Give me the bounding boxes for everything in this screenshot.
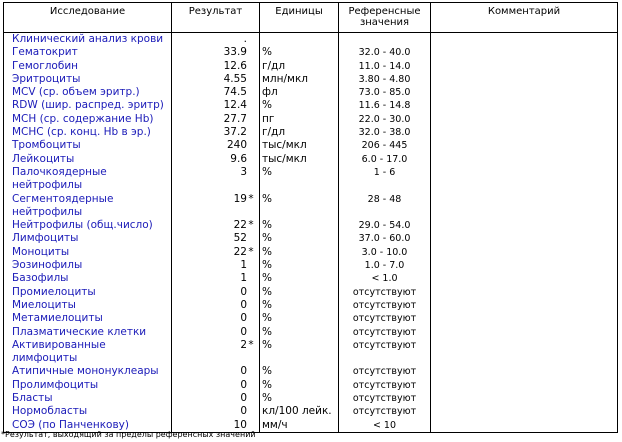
table-row — [4, 166, 618, 193]
table-row — [4, 312, 618, 325]
result-value: 22 — [233, 219, 247, 232]
reference-cell: 1 - 6 — [339, 166, 431, 193]
comment-cell — [431, 166, 618, 193]
comment-cell — [431, 232, 618, 245]
result-value: 0 — [240, 312, 247, 325]
test-name: Пролимфоциты — [4, 379, 172, 392]
result-value: 2 — [240, 338, 247, 351]
test-name: MCHC (ср. конц. Hb в эр.) — [4, 126, 172, 139]
reference-cell: отсутствуют — [339, 365, 431, 378]
unit-cell — [260, 33, 339, 47]
table-row — [4, 86, 618, 99]
result-cell — [172, 86, 260, 99]
comment-cell — [431, 153, 618, 166]
unit-cell: % — [260, 392, 339, 405]
comment-cell — [431, 312, 618, 325]
reference-cell — [339, 33, 431, 47]
table-row — [4, 379, 618, 392]
comment-cell — [431, 365, 618, 378]
table-row — [4, 193, 618, 220]
comment-cell — [431, 379, 618, 392]
result-cell — [172, 339, 260, 366]
result-cell — [172, 299, 260, 312]
reference-cell: отсутствуют — [339, 339, 431, 366]
unit-cell: г/дл — [260, 126, 339, 139]
result-value: 0 — [240, 298, 247, 311]
result-cell — [172, 153, 260, 166]
comment-cell — [431, 419, 618, 433]
reference-cell: 6.0 - 17.0 — [339, 153, 431, 166]
result-cell — [172, 46, 260, 59]
table-row — [4, 326, 618, 339]
unit-cell: % — [260, 193, 339, 220]
result-cell — [172, 73, 260, 86]
comment-cell — [431, 46, 618, 59]
result-value: 0 — [240, 392, 247, 405]
test-name: Сегментоядерные нейтрофилы — [4, 193, 172, 220]
unit-cell: тыс/мкл — [260, 153, 339, 166]
header-result: Результат — [172, 3, 260, 33]
test-name: Бласты — [4, 392, 172, 405]
unit-cell: % — [260, 219, 339, 232]
test-name: Активированные лимфоциты — [4, 339, 172, 366]
unit-cell: % — [260, 312, 339, 325]
comment-cell — [431, 272, 618, 285]
table-row — [4, 259, 618, 272]
result-value: 74.5 — [223, 86, 247, 99]
unit-cell: % — [260, 99, 339, 112]
test-name: Гематокрит — [4, 46, 172, 59]
result-value: 240 — [226, 139, 247, 152]
result-cell — [172, 259, 260, 272]
table-row — [4, 246, 618, 259]
comment-cell — [431, 299, 618, 312]
out-of-range-flag: * — [248, 245, 254, 258]
result-value: 0 — [240, 285, 247, 298]
test-name: Лимфоциты — [4, 232, 172, 245]
header-comment: Комментарий — [431, 3, 618, 33]
result-cell — [172, 379, 260, 392]
test-name: Тромбоциты — [4, 139, 172, 152]
unit-cell: тыс/мкл — [260, 139, 339, 152]
result-value: 4.55 — [223, 72, 247, 85]
reference-cell: 3.0 - 10.0 — [339, 246, 431, 259]
result-value: 10 — [233, 418, 247, 431]
table-row — [4, 219, 618, 232]
test-name: Лейкоциты — [4, 153, 172, 166]
test-name: MCH (ср. содержание Hb) — [4, 113, 172, 126]
out-of-range-flag: * — [248, 192, 254, 205]
comment-cell — [431, 392, 618, 405]
result-value: . — [243, 33, 247, 45]
comment-cell — [431, 86, 618, 99]
test-name: Гемоглобин — [4, 60, 172, 73]
table-row — [4, 286, 618, 299]
result-value: 12.4 — [223, 99, 247, 112]
table-row — [4, 33, 618, 47]
result-value: 0 — [240, 365, 247, 378]
unit-cell: мм/ч — [260, 419, 339, 433]
unit-cell: пг — [260, 113, 339, 126]
test-name: Промиелоциты — [4, 286, 172, 299]
test-name: Базофилы — [4, 272, 172, 285]
reference-cell: 37.0 - 60.0 — [339, 232, 431, 245]
header-test: Исследование — [4, 3, 172, 33]
unit-cell: фл — [260, 86, 339, 99]
result-value: 12.6 — [223, 59, 247, 72]
table-header-row — [4, 3, 618, 33]
reference-cell: отсутствуют — [339, 286, 431, 299]
result-cell — [172, 99, 260, 112]
reference-cell: 28 - 48 — [339, 193, 431, 220]
reference-cell: 11.0 - 14.0 — [339, 60, 431, 73]
comment-cell — [431, 326, 618, 339]
result-value: 9.6 — [230, 152, 247, 165]
reference-cell: < 10 — [339, 419, 431, 433]
table-row — [4, 153, 618, 166]
unit-cell: % — [260, 339, 339, 366]
reference-cell: 32.0 - 40.0 — [339, 46, 431, 59]
reference-cell: 29.0 - 54.0 — [339, 219, 431, 232]
unit-cell: % — [260, 259, 339, 272]
result-value: 19 — [233, 192, 247, 205]
result-value: 37.2 — [223, 126, 247, 139]
reference-cell: 32.0 - 38.0 — [339, 126, 431, 139]
comment-cell — [431, 99, 618, 112]
comment-cell — [431, 73, 618, 86]
reference-cell: отсутствуют — [339, 312, 431, 325]
reference-cell: 73.0 - 85.0 — [339, 86, 431, 99]
unit-cell: % — [260, 232, 339, 245]
result-value: 52 — [233, 232, 247, 245]
unit-cell: % — [260, 46, 339, 59]
comment-cell — [431, 246, 618, 259]
result-cell — [172, 405, 260, 418]
header-reference: Референсные значения — [339, 3, 431, 33]
reference-cell: отсутствуют — [339, 392, 431, 405]
test-name: Эритроциты — [4, 73, 172, 86]
reference-cell: < 1.0 — [339, 272, 431, 285]
result-cell — [172, 113, 260, 126]
table-row — [4, 299, 618, 312]
table-row — [4, 365, 618, 378]
comment-cell — [431, 339, 618, 366]
test-name: RDW (шир. распред. эритр) — [4, 99, 172, 112]
result-cell — [172, 166, 260, 193]
comment-cell — [431, 60, 618, 73]
test-name: Палочкоядерные нейтрофилы — [4, 166, 172, 193]
unit-cell: кл/100 лейк. — [260, 405, 339, 418]
test-name: Моноциты — [4, 246, 172, 259]
unit-cell: % — [260, 365, 339, 378]
reference-cell: 11.6 - 14.8 — [339, 99, 431, 112]
reference-cell: отсутствуют — [339, 405, 431, 418]
table-row — [4, 46, 618, 59]
table-row — [4, 60, 618, 73]
result-cell — [172, 232, 260, 245]
comment-cell — [431, 193, 618, 220]
comment-cell — [431, 405, 618, 418]
reference-cell: отсутствуют — [339, 299, 431, 312]
result-value: 1 — [240, 259, 247, 272]
result-cell — [172, 33, 260, 47]
unit-cell: % — [260, 286, 339, 299]
out-of-range-flag: * — [248, 338, 254, 351]
unit-cell: % — [260, 166, 339, 193]
result-cell — [172, 139, 260, 152]
test-name: Метамиелоциты — [4, 312, 172, 325]
test-name: Атипичные мононуклеары — [4, 365, 172, 378]
test-name: Нормобласты — [4, 405, 172, 418]
test-name: Нейтрофилы (общ.число) — [4, 219, 172, 232]
table-row — [4, 232, 618, 245]
footnote: *Результат, выходящий за пределы референсных значений — [1, 430, 256, 439]
result-cell — [172, 312, 260, 325]
comment-cell — [431, 139, 618, 152]
table-row — [4, 73, 618, 86]
result-cell — [172, 286, 260, 299]
lab-results-table — [3, 2, 618, 433]
result-value: 1 — [240, 272, 247, 285]
result-value: 0 — [240, 378, 247, 391]
test-name: Клинический анализ крови — [4, 33, 172, 47]
reference-cell: 3.80 - 4.80 — [339, 73, 431, 86]
table-row — [4, 113, 618, 126]
result-value: 33.9 — [223, 46, 247, 59]
unit-cell: % — [260, 272, 339, 285]
result-cell — [172, 326, 260, 339]
result-cell — [172, 365, 260, 378]
result-value: 0 — [240, 325, 247, 338]
test-name: Плазматические клетки — [4, 326, 172, 339]
reference-cell: 22.0 - 30.0 — [339, 113, 431, 126]
table-row — [4, 339, 618, 366]
out-of-range-flag: * — [248, 219, 254, 232]
unit-cell: % — [260, 379, 339, 392]
result-cell — [172, 126, 260, 139]
result-value: 3 — [240, 165, 247, 178]
test-name: СОЭ (по Панченкову) — [4, 419, 172, 433]
table-row — [4, 126, 618, 139]
result-cell — [172, 272, 260, 285]
result-value: 22 — [233, 245, 247, 258]
comment-cell — [431, 126, 618, 139]
header-units: Единицы — [260, 3, 339, 33]
table-row — [4, 272, 618, 285]
comment-cell — [431, 286, 618, 299]
comment-cell — [431, 259, 618, 272]
table-row — [4, 392, 618, 405]
comment-cell — [431, 219, 618, 232]
reference-cell: отсутствуют — [339, 379, 431, 392]
unit-cell: % — [260, 299, 339, 312]
result-cell — [172, 219, 260, 232]
result-cell — [172, 392, 260, 405]
unit-cell: % — [260, 246, 339, 259]
test-name: Миелоциты — [4, 299, 172, 312]
unit-cell: г/дл — [260, 60, 339, 73]
table-row — [4, 99, 618, 112]
reference-cell: 206 - 445 — [339, 139, 431, 152]
unit-cell: млн/мкл — [260, 73, 339, 86]
result-cell — [172, 193, 260, 220]
table-row — [4, 405, 618, 418]
result-cell — [172, 246, 260, 259]
comment-cell — [431, 113, 618, 126]
result-value: 0 — [240, 405, 247, 418]
test-name: MCV (ср. объем эритр.) — [4, 86, 172, 99]
test-name: Эозинофилы — [4, 259, 172, 272]
result-value: 27.7 — [223, 112, 247, 125]
unit-cell: % — [260, 326, 339, 339]
result-cell — [172, 60, 260, 73]
comment-cell — [431, 33, 618, 47]
results-body — [4, 33, 618, 433]
table-row — [4, 139, 618, 152]
reference-cell: отсутствуют — [339, 326, 431, 339]
reference-cell: 1.0 - 7.0 — [339, 259, 431, 272]
